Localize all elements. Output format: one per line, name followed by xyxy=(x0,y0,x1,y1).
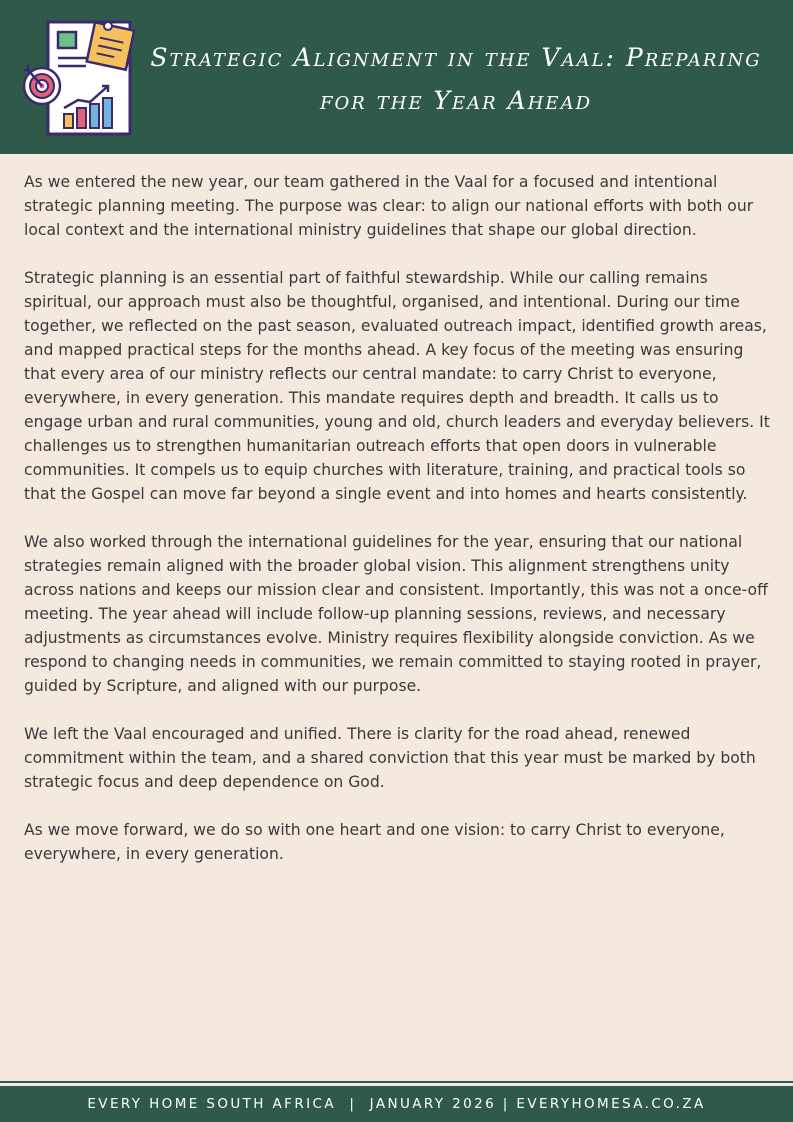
footer-divider xyxy=(0,1081,793,1083)
paragraph: Strategic planning is an essential part of faithful stewardship. While our calling remains spiritual, our approach must also be thoughtful, organised, and intentional. During our time together, we reflected on the past season, evaluated outreach impact, identified growth areas, and mapped practical steps for the months ahead. A key focus of the meeting was ensuring that every area of our ministry reflects our central mandate: to carry Christ to everyone, everywhere, in every generation. This mandate requires depth and breadth. It calls us to engage urban and rural communities, young and old, church leaders and everyday believers. It challenges us to strengthen humanitarian outreach efforts that open doors in vulnerable communities. It compels us to equip churches with literature, training, and practical tools so that the Gospel can move far beyond a single event and into homes and hearts consistently. xyxy=(24,269,770,503)
paragraph: We also worked through the international guidelines for the year, ensuring that our national strategies remain aligned with the broader global vision. This alignment strengthens unity across nations and keeps our mission clear and consistent. Importantly, this was not a once-off meeting. The year ahead will include follow-up planning sessions, reviews, and necessary adjustments as circumstances evolve. Ministry requires flexibility alongside conviction. As we respond to changing needs in communities, we remain committed to staying rooted in prayer, guided by Scripture, and aligned with our purpose. xyxy=(24,533,768,695)
footer-bar xyxy=(0,1086,793,1122)
paragraph: As we entered the new year, our team gathered in the Vaal for a focused and intentional strategic planning meeting. The purpose was clear: to align our national efforts with both our local context and the international ministry guidelines that shape our global direction. xyxy=(24,173,754,239)
strategy-document-icon xyxy=(20,14,140,138)
article-body xyxy=(24,170,774,890)
paragraph: We left the Vaal encouraged and unified. There is clarity for the road ahead, renewed commitment within the team, and a shared conviction that this year must be marked by both strategic focus and deep dependence on God. xyxy=(24,725,756,791)
paragraph: As we move forward, we do so with one heart and one vision: to carry Christ to everyone, everywhere, in every generation. xyxy=(24,821,725,863)
header-banner xyxy=(0,0,793,154)
page-title: Strategic Alignment in the Vaal: Preparing for the Year Ahead xyxy=(150,43,762,115)
footer-text: EVERY HOME SOUTH AFRICA | JANUARY 2026 | EVERYHOMESA.CO.ZA xyxy=(87,1096,706,1112)
